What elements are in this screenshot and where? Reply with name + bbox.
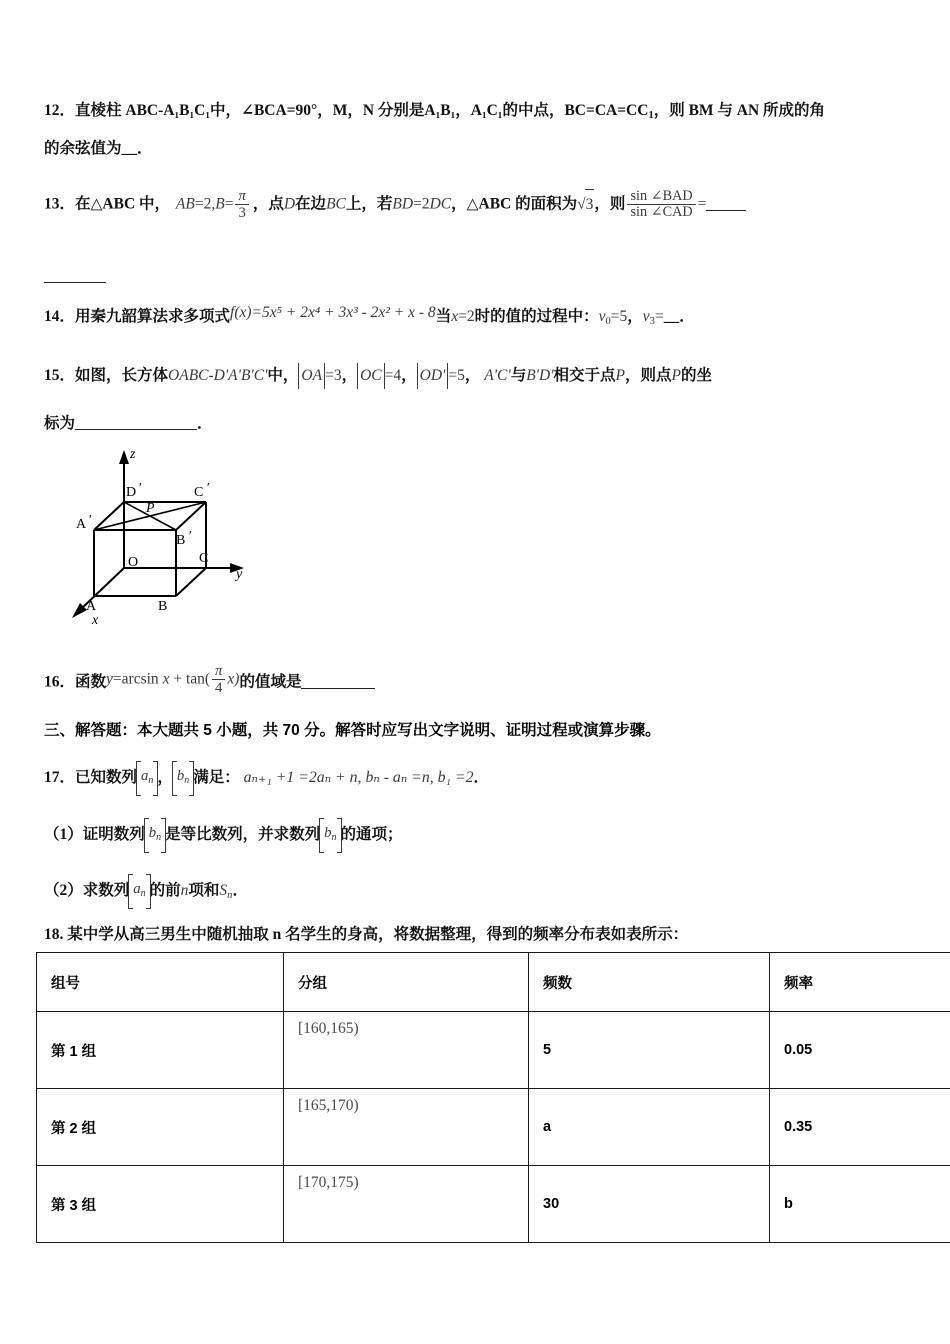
- q14-v3-sub: 3: [649, 315, 655, 327]
- vertex-label-O: O: [128, 555, 139, 570]
- q15-diagonal-2: B'D': [526, 367, 554, 384]
- q16-text-2: 的值域是: [239, 673, 302, 691]
- q17-part1-seq-b-1-letter: b: [148, 825, 157, 841]
- vertex-label-C: C: [199, 551, 209, 566]
- q12-text-c: ，: [455, 102, 471, 119]
- question-18: [44, 916, 924, 954]
- q15-od-abs: OD': [417, 363, 449, 389]
- q15-line2-text: 标为: [44, 415, 76, 432]
- vertex-label-Aprime-prime: ′: [88, 513, 92, 528]
- q13-eq: =: [224, 195, 234, 213]
- q12-mid-2: A₁C₁: [470, 102, 503, 119]
- q13-answer-blank-2: [44, 282, 106, 283]
- q15-comma-1: ，: [341, 367, 358, 384]
- q13-sqrt-value: 3: [585, 189, 595, 220]
- q17-part2-text-c: 项和: [188, 882, 220, 900]
- q17-part1-text-b: 是等比数列，并求数列: [165, 826, 321, 844]
- edge-B-C: [176, 568, 206, 596]
- q13-answer-blank: [706, 210, 746, 211]
- q12-mid-1: A₁B₁: [424, 102, 456, 119]
- q13-ab: AB: [175, 195, 195, 213]
- point-label-P: P: [146, 501, 155, 516]
- q16-frac-top: π: [215, 663, 223, 679]
- q13-text-5: ，: [451, 195, 467, 213]
- q17-part2-text-a: 求数列: [82, 882, 130, 900]
- q13-eq2dc: =2: [413, 195, 430, 213]
- vertex-label-Cprime-prime: ′: [206, 481, 210, 496]
- question-13-blank-line2: [44, 258, 106, 296]
- q16-number: 16．: [44, 673, 76, 691]
- q17-seq-b: [173, 763, 193, 794]
- q13-equals: =: [697, 195, 707, 213]
- q17-part2-number: （2）: [44, 882, 83, 900]
- q17-seq-a: [137, 763, 157, 794]
- table-header-row: [37, 953, 950, 1012]
- q13-dc: DC: [429, 195, 452, 213]
- cell-range-2: [165,170): [284, 1089, 529, 1166]
- q16-arcsin: =arcsin: [112, 670, 159, 688]
- header-cell-frequency-count: 频数: [529, 953, 770, 1012]
- q17-text-3: ．: [473, 769, 490, 787]
- q14-polynomial: =5x⁵ + 2x⁴ + 3x³ - 2x² + x - 8: [251, 304, 436, 321]
- q15-oa-abs: OA: [298, 363, 325, 389]
- q14-comma: ，: [627, 308, 643, 325]
- q12-text-b: 中，∠BCA=90°，M，N 分别是: [209, 102, 425, 119]
- q13-text-2: ，点: [252, 195, 284, 213]
- q16-frac-bot: 4: [212, 679, 225, 696]
- q15-diagonal-1: A'C': [484, 367, 511, 384]
- vertex-label-Dprime: D: [126, 485, 137, 500]
- q18-number: 18.: [44, 926, 64, 943]
- q17-seq-b-letter: b: [176, 768, 185, 784]
- q17-recurrence-formula: aₙ₊₁ +1 =2aₙ + n, bₙ - aₙ =n, b₁ =2: [243, 769, 474, 787]
- q13-bc: BC: [326, 195, 346, 213]
- cell-range-3: [170,175): [284, 1166, 529, 1243]
- q14-text-1: 用秦九韶算法求多项式: [75, 308, 231, 325]
- q16-tan: + tan(: [173, 670, 211, 688]
- q17-text-2: 满足：: [193, 769, 240, 787]
- q13-text-1: 在△ABC 中，: [75, 195, 171, 213]
- q16-x-close: x): [227, 670, 240, 688]
- q14-v0-sub: 0: [605, 315, 611, 327]
- table-row: [37, 1089, 950, 1166]
- q17-text-1: 已知数列: [75, 769, 138, 787]
- cell-group-1: 第 1 组: [37, 1012, 284, 1089]
- q17-seq-a-sub: n: [148, 774, 154, 786]
- q13-sqrt-symbol: √: [577, 195, 586, 213]
- q13-frac-bot: 3: [235, 204, 248, 221]
- q13-bd: BD: [392, 195, 414, 213]
- q13-number: 13．: [44, 195, 76, 213]
- q17-part1-text-a: 证明数列: [82, 826, 145, 844]
- cell-count-3: 30: [529, 1166, 770, 1243]
- z-axis-arrow: [119, 450, 129, 464]
- q14-f: f: [230, 304, 235, 321]
- q14-v0-value: =5: [610, 308, 628, 325]
- q17-part1-seq-b-1-sub: n: [156, 831, 162, 843]
- q15-answer-blank: [75, 429, 197, 430]
- vertex-label-B: B: [158, 599, 168, 614]
- section-heading-text: 三、解答题：本大题共 5 小题，共 70 分。解答时应写出文字说明、证明过程或演算步骤。: [44, 722, 661, 739]
- q15-text-6: 的坐: [680, 367, 712, 384]
- q14-text-3: 时的值的过程中：: [474, 308, 599, 325]
- q15-solid-b: D'A'B'C': [213, 367, 268, 384]
- x-axis-label: x: [92, 613, 99, 628]
- q12-text-a: 直棱柱 ABC: [75, 102, 159, 119]
- q15-comma-2: ，: [401, 367, 417, 384]
- q16-text-1: 函数: [75, 673, 107, 691]
- q17-seq-b-sub: n: [184, 774, 190, 786]
- header-cell-interval: 分组: [284, 953, 529, 1012]
- q13-eq2: =2,: [194, 195, 216, 213]
- header-cell-group-number: 组号: [37, 953, 284, 1012]
- q12-sub-1: 1: [648, 109, 654, 121]
- q15-solid-dash: -: [208, 367, 214, 384]
- q15-point-p-2: P: [671, 367, 681, 384]
- q17-part1-seq-b-1: [145, 820, 165, 851]
- q17-part2-seq-a-sub: n: [140, 887, 146, 899]
- q12-text-d: 的中点，BC=CA=CC: [502, 102, 649, 119]
- table-row: [37, 1012, 950, 1089]
- cell-rate-2: 0.35: [770, 1089, 950, 1166]
- q13-text-4: 上，若: [345, 195, 393, 213]
- q17-part2-seq-a: [129, 876, 149, 907]
- question-17: [44, 763, 924, 794]
- q17-part2-seq-a-letter: a: [133, 881, 141, 897]
- vertex-label-Bprime: B: [176, 533, 186, 548]
- q13-frac-top: π: [238, 188, 246, 204]
- table-row: [37, 1166, 950, 1243]
- q14-x-value: =2: [458, 308, 475, 325]
- q17-part2-text-b: 的前: [149, 882, 181, 900]
- cell-count-1: 5: [529, 1012, 770, 1089]
- question-12: [44, 92, 916, 135]
- q12-text-e: ，则 BM 与 AN 所成的角: [653, 102, 826, 119]
- q12-number: 12．: [44, 102, 76, 119]
- q15-text-1: 如图，长方体: [75, 367, 169, 384]
- question-16: [44, 663, 924, 697]
- q17-number: 17．: [44, 769, 76, 787]
- cell-rate-1: 0.05: [770, 1012, 950, 1089]
- q17-part1-seq-b-2-sub: n: [331, 831, 337, 843]
- q15-oa-value: =3: [325, 367, 342, 384]
- q12-dash: -: [158, 102, 164, 119]
- cuboid-figure: [58, 438, 318, 638]
- q14-fx: (x): [234, 304, 252, 321]
- q17-part1-number: （1）: [44, 826, 83, 844]
- q15-point-p-1: P: [615, 367, 625, 384]
- z-axis-label: z: [130, 447, 136, 462]
- cell-group-3: 第 3 组: [37, 1166, 284, 1243]
- q15-text-5: ，则点: [625, 367, 672, 384]
- section-heading-3: [44, 718, 661, 740]
- q18-text: 某中学从高三男生中随机抽取 n 名学生的身高，将数据整理，得到的频率分布表如表所示：: [67, 926, 689, 943]
- q15-oc-abs: OC: [357, 363, 385, 389]
- q16-y: y: [106, 670, 113, 688]
- q17-part2-n: n: [180, 882, 189, 900]
- q15-comma-3: ，: [464, 367, 481, 384]
- question-17-part-2: [44, 876, 924, 909]
- q16-answer-blank: [301, 688, 375, 689]
- q17-part2-s: S: [219, 882, 228, 900]
- q17-comma: ，: [157, 769, 173, 787]
- q15-od-value: =5: [448, 367, 465, 384]
- frequency-distribution-table: [36, 952, 950, 1243]
- q14-number: 14．: [44, 308, 76, 325]
- q14-x: x: [451, 308, 459, 325]
- q15-number: 15．: [44, 367, 76, 384]
- question-12-line2: [44, 130, 153, 168]
- q17-part1-seq-b-2: [320, 820, 340, 851]
- q13-b: B: [215, 195, 225, 213]
- q14-v3-value: =: [654, 308, 664, 325]
- q15-solid-a: OABC: [168, 367, 209, 384]
- q15-oc-value: =4: [384, 367, 402, 384]
- q13-text-6: △ABC 的面积为: [466, 195, 578, 213]
- q14-v3: v: [642, 308, 650, 325]
- q13-sine-ratio: [627, 189, 695, 222]
- q13-point-d: D: [283, 195, 296, 213]
- q13-fraction-pi-3: [235, 188, 248, 222]
- question-13: [44, 188, 924, 222]
- q17-seq-a-letter: a: [141, 768, 149, 784]
- cell-range-1: [160,165): [284, 1012, 529, 1089]
- q12-prism-label: A₁B₁C₁: [163, 102, 210, 119]
- q13-text-7: ，则: [594, 195, 626, 213]
- vertex-label-Cprime: C: [194, 485, 204, 500]
- q17-part1-seq-b-2-letter: b: [324, 825, 332, 841]
- q15-text-3: 与: [510, 367, 527, 384]
- vertex-label-Dprime-prime: ′: [138, 481, 142, 496]
- question-14: [44, 300, 924, 335]
- cell-count-2: a: [529, 1089, 770, 1166]
- cell-group-2: 第 2 组: [37, 1089, 284, 1166]
- vertex-label-Aprime: A: [76, 517, 87, 532]
- q17-part2-s-sub: n: [227, 890, 233, 902]
- q12-line2-text: 的余弦值为__．: [44, 140, 153, 157]
- cuboid-svg: [58, 438, 318, 638]
- q17-part2-text-d: ．: [232, 882, 248, 900]
- q17-part1-text-c: 的通项；: [340, 826, 403, 844]
- q16-x: x: [162, 670, 170, 688]
- q15-text-2: 中，: [267, 367, 299, 384]
- q14-v0: v: [598, 308, 606, 325]
- q13-text-3: 在边: [295, 195, 327, 213]
- vertex-label-A: A: [86, 599, 97, 614]
- vertex-label-Bprime-prime: ′: [188, 529, 192, 544]
- q15-text-4: 相交于点: [553, 367, 616, 384]
- q14-answer-blank: __．: [663, 308, 695, 325]
- q15-line2-tail: ．: [197, 415, 213, 432]
- q13-sine-top: sin ∠BAD: [630, 187, 693, 204]
- cell-rate-3: b: [770, 1166, 950, 1243]
- q14-text-2: 当: [435, 308, 452, 325]
- question-15: [44, 363, 929, 389]
- q16-fraction-pi-4: [212, 663, 225, 697]
- header-cell-frequency-rate: 频率: [770, 953, 950, 1012]
- y-axis-label: y: [236, 567, 243, 582]
- question-17-part-1: [44, 820, 924, 851]
- q13-sine-bot: sin ∠CAD: [627, 204, 695, 221]
